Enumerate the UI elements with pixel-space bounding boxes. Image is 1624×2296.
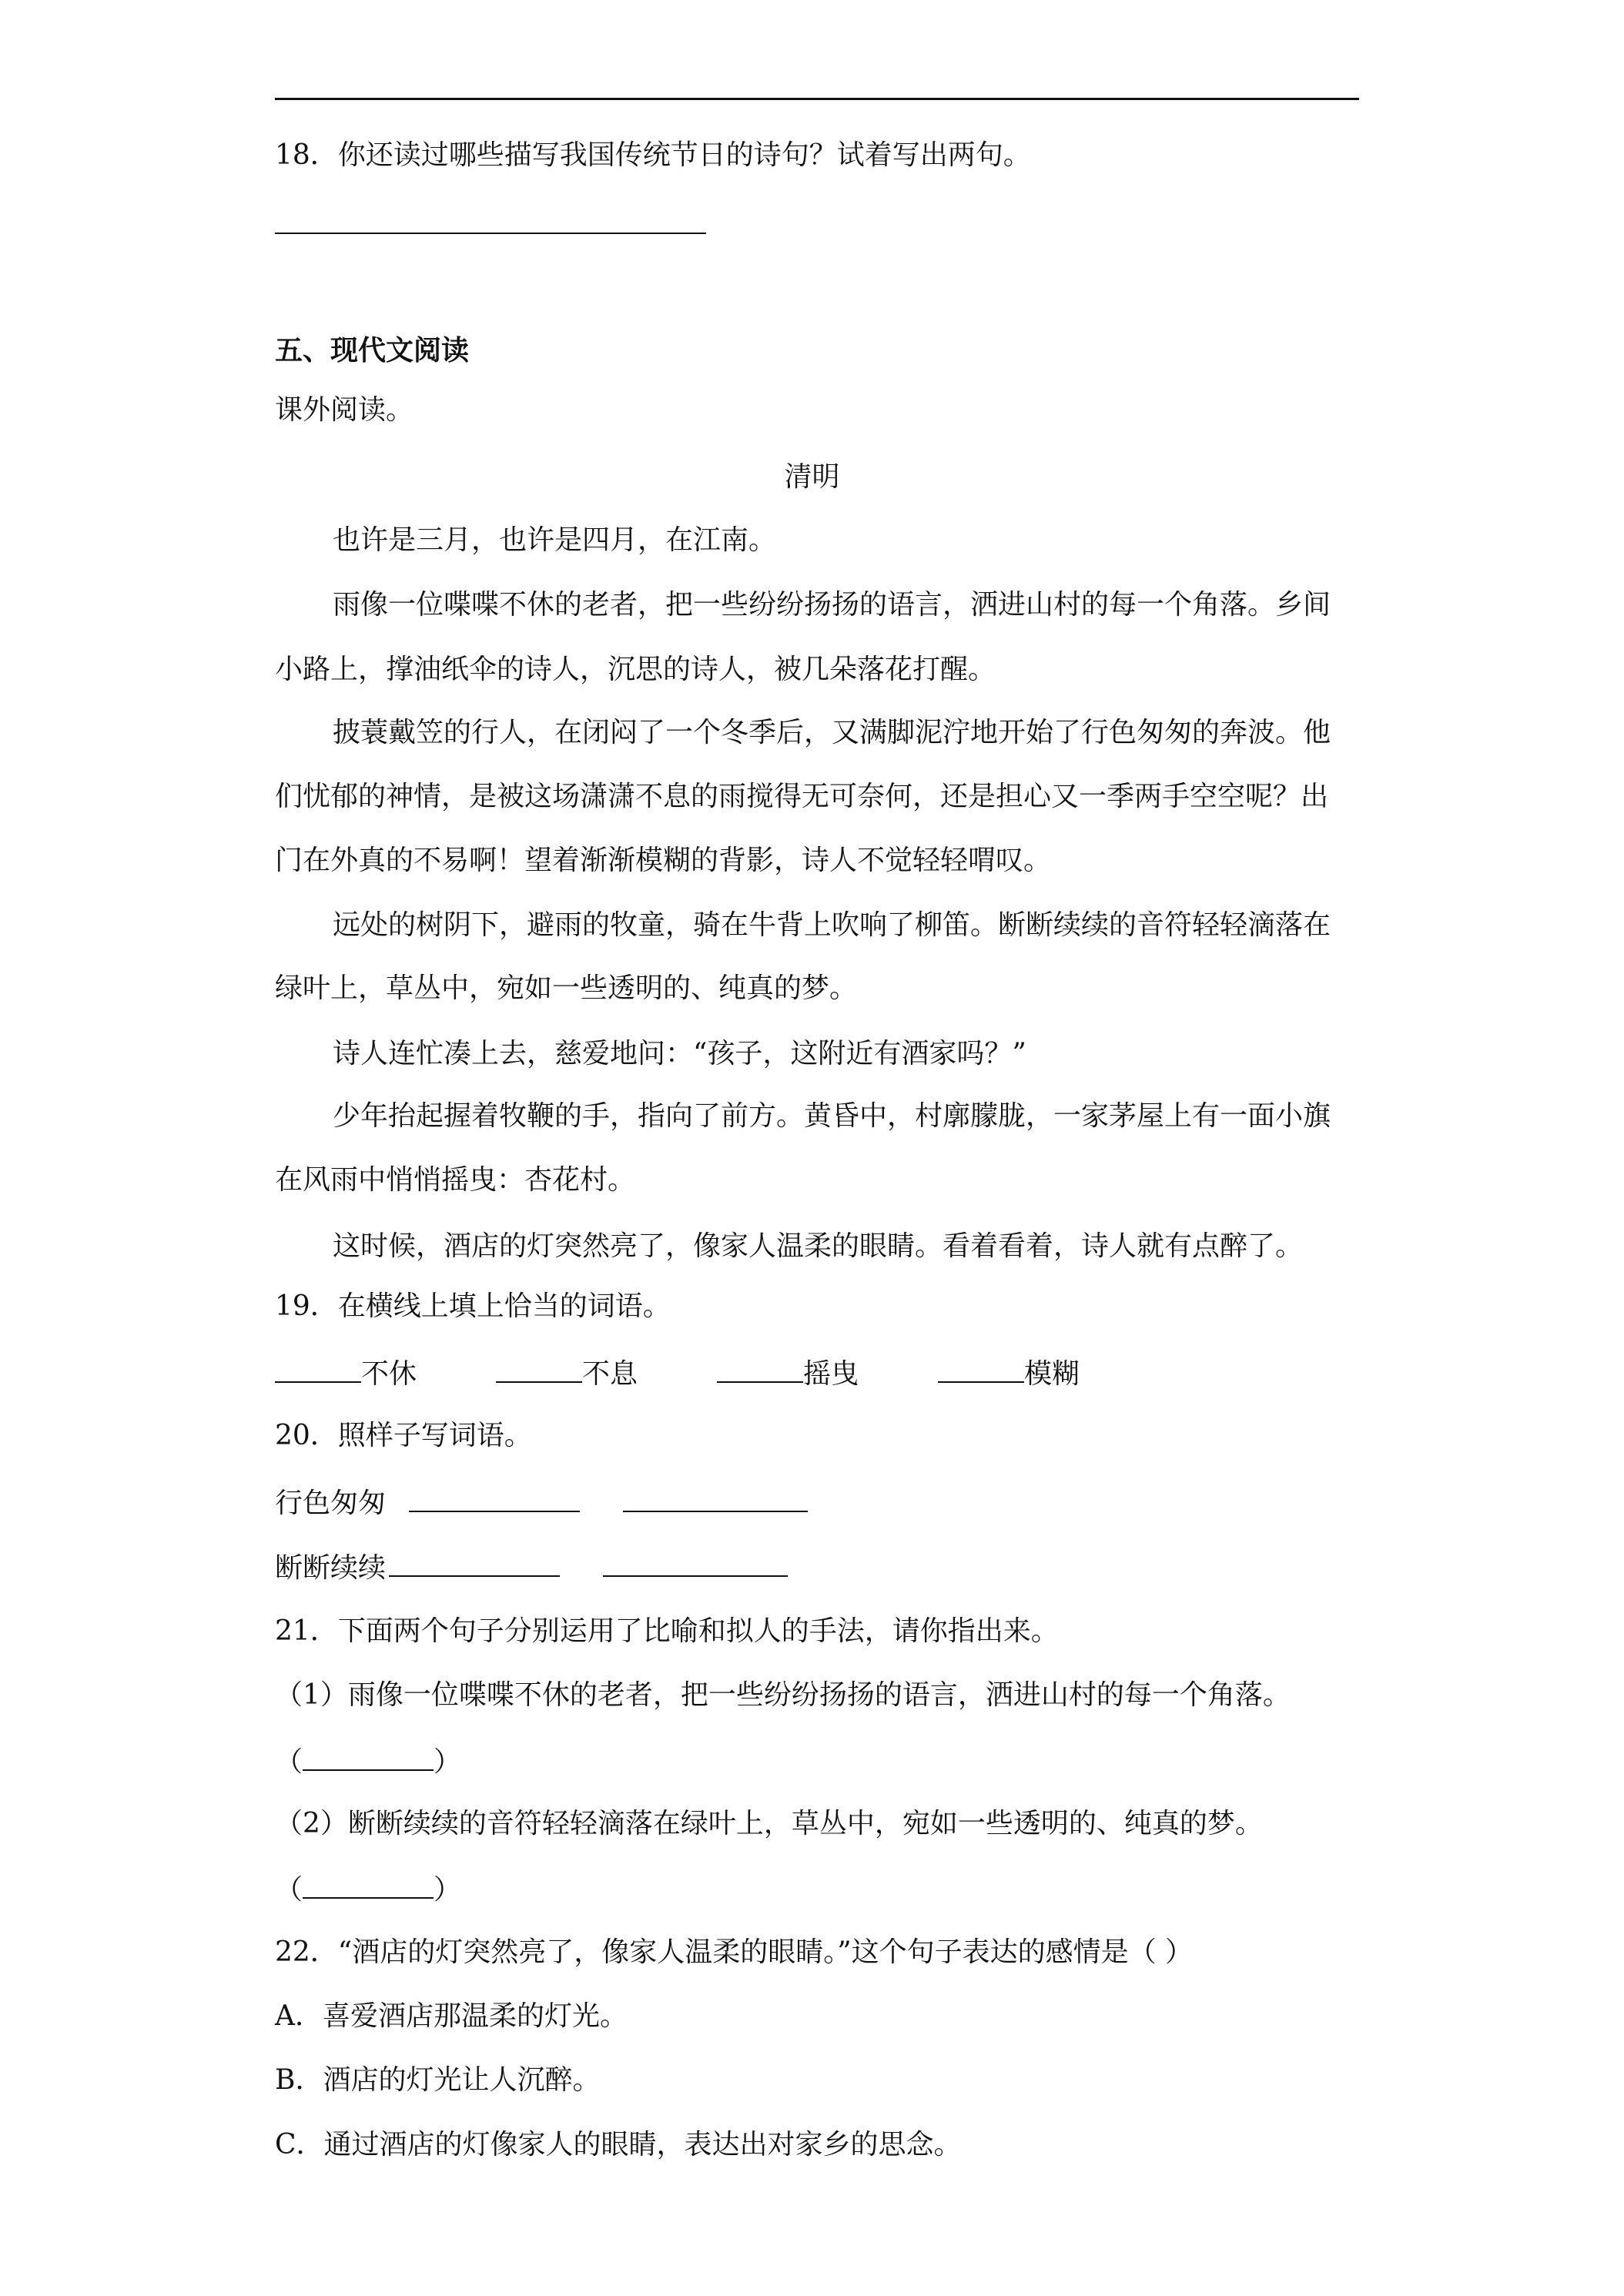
passage-paragraph: 们忧郁的神情，是被这场潇潇不息的雨搅得无可奈何，还是担心又一季两手空空呢？出 <box>275 781 1329 812</box>
question-21: 21．下面两个句子分别运用了比喻和拟人的手法，请你指出来。 <box>275 1615 1059 1647</box>
passage-paragraph: 这时候，酒店的灯突然亮了，像家人温柔的眼睛。看着看着，诗人就有点醉了。 <box>333 1230 1304 1262</box>
q20-row-2 <box>275 1549 788 1585</box>
q20-example-label: 断断续续 <box>275 1552 387 1584</box>
passage-paragraph: 远处的树阴下，避雨的牧童，骑在牛背上吹响了柳笛。断断续续的音符轻轻滴落在 <box>333 909 1331 941</box>
blank-input[interactable] <box>303 1871 434 1899</box>
q21-answer-1: （ ） <box>275 1743 461 1779</box>
q19-item[interactable]: 模糊 <box>938 1355 1080 1391</box>
question-18: 18．你还读过哪些描写我国传统节日的诗句？试着写出两句。 <box>275 139 1031 171</box>
passage-paragraph: 披蓑戴笠的行人，在闭闷了一个冬季后，又满脚泥泞地开始了行色匆匆的奔波。他 <box>333 717 1331 748</box>
passage-paragraph: 也许是三月，也许是四月，在江南。 <box>333 524 777 556</box>
blank-input[interactable] <box>303 1743 434 1771</box>
answer-line-18[interactable] <box>275 233 706 234</box>
option-c[interactable]: C．通过酒店的灯像家人的眼睛，表达出对家乡的思念。 <box>275 2129 962 2160</box>
passage-paragraph: 小路上，撑油纸伞的诗人，沉思的诗人，被几朵落花打醒。 <box>275 654 996 685</box>
blank-input[interactable] <box>717 1355 803 1383</box>
q21-sentence-2: （2）断断续续的音符轻轻滴落在绿叶上，草丛中，宛如一些透明的、纯真的梦。 <box>275 1808 1263 1839</box>
q19-blanks-row <box>275 1355 1080 1391</box>
question-19: 19．在横线上填上恰当的词语。 <box>275 1290 671 1322</box>
section-intro: 课外阅读。 <box>275 394 414 426</box>
blank-input[interactable] <box>389 1549 560 1577</box>
q21-sentence-1: （1）雨像一位喋喋不休的老者，把一些纷纷扬扬的语言，洒进山村的每一个角落。 <box>275 1679 1291 1711</box>
passage-paragraph: 雨像一位喋喋不休的老者，把一些纷纷扬扬的语言，洒进山村的每一个角落。乡间 <box>333 589 1331 621</box>
blank-input[interactable] <box>496 1355 582 1383</box>
passage-paragraph: 绿叶上，草丛中，宛如一些透明的、纯真的梦。 <box>275 972 858 1004</box>
q19-item[interactable]: 不休 <box>275 1355 417 1391</box>
passage-paragraph: 门在外真的不易啊！望着渐渐模糊的背影，诗人不觉轻轻喟叹。 <box>275 845 1052 876</box>
blank-input[interactable] <box>623 1484 808 1512</box>
blank-input[interactable] <box>938 1355 1024 1383</box>
top-rule <box>275 98 1359 100</box>
question-20: 20．照样子写词语。 <box>275 1420 532 1451</box>
q19-item[interactable]: 不息 <box>496 1355 638 1391</box>
option-a[interactable]: A．喜爱酒店那温柔的灯光。 <box>275 2000 628 2032</box>
q20-row-1 <box>275 1484 808 1521</box>
passage-paragraph: 在风雨中悄悄摇曳：杏花村。 <box>275 1164 636 1196</box>
section-heading: 五、现代文阅读 <box>275 334 470 366</box>
passage-title: 清明 <box>784 461 840 493</box>
option-b[interactable]: B．酒店的灯光让人沉醉。 <box>275 2064 601 2096</box>
blank-input[interactable] <box>603 1549 788 1577</box>
passage-paragraph: 诗人连忙凑上去，慈爱地问：“孩子，这附近有酒家吗？” <box>333 1038 1026 1069</box>
passage-paragraph: 少年抬起握着牧鞭的手，指向了前方。黄昏中，村廓朦胧，一家茅屋上有一面小旗 <box>333 1100 1331 1132</box>
blank-input[interactable] <box>409 1484 580 1512</box>
q19-item[interactable]: 摇曳 <box>717 1355 859 1391</box>
q20-example-label: 行色匆匆 <box>275 1488 387 1519</box>
q21-answer-2: （ ） <box>275 1871 461 1907</box>
question-22: 22．“酒店的灯突然亮了，像家人温柔的眼睛。”这个句子表达的感情是（ ） <box>275 1936 1194 1968</box>
blank-input[interactable] <box>275 1355 361 1383</box>
